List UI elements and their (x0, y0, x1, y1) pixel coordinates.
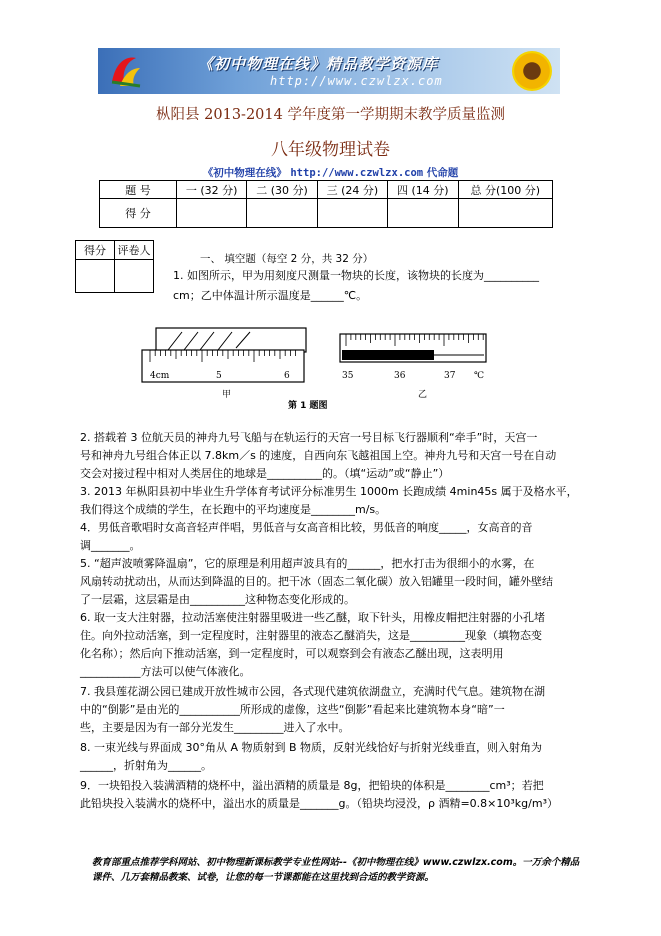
ruler-label: 6 (284, 371, 290, 381)
question-1-line-2: cm；乙中体温计所示温度是______℃。 (173, 289, 368, 302)
thermo-label: ℃ (474, 371, 485, 381)
question-line: 调_______。 (80, 539, 141, 552)
thermometer-diagram (340, 334, 486, 381)
score-cell: 二 (30 分) (247, 181, 317, 199)
thermo-label: 37 (444, 371, 456, 381)
figure-label-jia: 甲 (222, 390, 232, 400)
grader-score-label: 得分 (76, 241, 115, 260)
ruler-label: 4cm (150, 371, 170, 381)
score-cell: 题 号 (100, 181, 177, 199)
section-heading: 一、 填空题（每空 2 分，共 32 分） (200, 253, 374, 265)
score-table-score-row (100, 199, 553, 228)
question-1-line-1: 1. 如图所示，甲为用刻度尺测量一物块的长度，该物块的长度为__________ (173, 269, 539, 282)
banner-url: http://www.czwlzx.com (270, 74, 443, 88)
thermo-label: 36 (394, 371, 406, 381)
score-blank (177, 199, 247, 228)
figure-label-yi: 乙 (418, 390, 428, 400)
grader-box (75, 240, 154, 293)
thermo-label: 35 (342, 371, 354, 381)
figure-caption: 第 1 题图 (288, 401, 328, 411)
score-blank (388, 199, 458, 228)
score-blank (247, 199, 317, 228)
question-line: 4．男低音歌唱时女高音轻声伴唱，男低音与女高音相比较，男低音的响度_____，女高音的音 (80, 521, 533, 534)
question-line: 风扇转动扰动出，从而达到降温的目的。把干冰（固态二氧化碳）放入铝罐里一段时间，罐外壁结 (80, 575, 553, 588)
question-line: 3. 2013 年枞阳县初中毕业生升学体育考试评分标准男生 1000m 长跑成绩 4min45s 属于及格水平， (80, 485, 578, 498)
ruler-label: 5 (216, 371, 222, 381)
grader-name-label: 评卷人 (115, 241, 154, 260)
question-line: 我们得这个成绩的学生，在长跑中的平均速度是________m/s。 (80, 503, 387, 516)
source-name: 《初中物理在线》 (202, 167, 287, 179)
question-line: ___________方法可以使气体液化。 (80, 665, 251, 678)
question-line: 交会对接过程中相对人类居住的地球是__________的。（填“运动”或“静止”） (80, 467, 450, 480)
ruler-diagram (142, 328, 306, 382)
grader-name-blank (115, 260, 154, 293)
header-banner (98, 48, 560, 94)
source-suffix: 代命题 (426, 167, 459, 179)
grader-score-blank (76, 260, 115, 293)
question-line: 5. “超声波喷雾降温扇”，它的原理是利用超声波具有的______，把水打击为很细小的水雾，在 (80, 557, 535, 570)
question-line: 了一层霜，这层霜是由__________这种物态变化形成的。 (80, 593, 355, 606)
score-cell: 三 (24 分) (317, 181, 387, 199)
question-line: 化名称）；然后向下推动活塞，到一定程度时，可以观察到会有液态乙醚出现，这表明用 (80, 647, 504, 660)
question-1-figure (140, 320, 500, 400)
source-line (0, 165, 661, 180)
score-cell: 总 分(100 分) (458, 181, 553, 199)
source-url[interactable]: http://www.czwlzx.com (290, 167, 424, 179)
question-line: 些，主要是因为有一部分光发生_________进入了水中。 (80, 721, 350, 734)
question-line: 6. 取一支大注射器，拉动活塞使注射器里吸进一些乙醚，取下针头，用橡皮帽把注射器的小孔堵 (80, 611, 545, 624)
question-line: 此铅块投入装满水的烧杯中，溢出水的质量是_______g。（铅块均浸没，ρ 酒精=0.8×10³kg/m³） (80, 797, 558, 810)
score-table (99, 180, 553, 228)
banner-title: 《初中物理在线》精品教学资源库 (198, 55, 439, 73)
sunflower-image (512, 51, 552, 91)
score-cell: 得 分 (100, 199, 177, 228)
question-line: 7. 我县莲花湖公园已建成开放性城市公园，各式现代建筑依湖盘立，充满时代气息。建筑物在湖 (80, 685, 545, 698)
site-logo-icon (106, 52, 144, 90)
page-footer (92, 855, 582, 885)
score-cell: 四 (14 分) (388, 181, 458, 199)
footer-line: 教育部重点推荐学科网站、初中物理新课标教学专业性网站--《初中物理在线》www.czwlzx.com。一万余个精品 (92, 857, 580, 868)
score-table-header-row (100, 181, 553, 199)
question-line: 住。向外拉动活塞，到一定程度时，注射器里的液态乙醚消失，这是__________现象（填物态变 (80, 629, 542, 642)
exam-subtitle: 八年级物理试卷 (271, 140, 390, 160)
score-blank (458, 199, 553, 228)
question-line: 中的“倒影”是由光的___________所形成的虚像，这些“倒影”看起来比建筑物本身“暗”一 (80, 703, 505, 716)
question-line: 号和神舟九号组合体正以 7.8km／s 的速度，自西向东飞越祖国上空。神舟九号和天宫一号在自动 (80, 449, 557, 462)
footer-line: 课件、几万套精品教案、试卷，让您的每一节课都能在这里找到合适的教学资源。 (92, 872, 435, 883)
question-line: 8. 一束光线与界面成 30°角从 A 物质射到 B 物质，反射光线恰好与折射光线垂直，则入射角为 (80, 741, 543, 754)
score-cell: 一 (32 分) (177, 181, 247, 199)
exam-title: 枞阳县 2013-2014 学年度第一学期期末教学质量监测 (156, 107, 505, 123)
question-line: ______，折射角为______。 (80, 759, 212, 772)
score-blank (317, 199, 387, 228)
question-line: 2. 搭载着 3 位航天员的神舟九号飞船与在轨运行的天宫一号目标飞行器顺利“牵手”时，天宫一 (80, 431, 538, 444)
question-line: 9．一块铅投入装满酒精的烧杯中，溢出酒精的质量是 8g，把铅块的体积是________cm³；若把 (80, 779, 544, 792)
